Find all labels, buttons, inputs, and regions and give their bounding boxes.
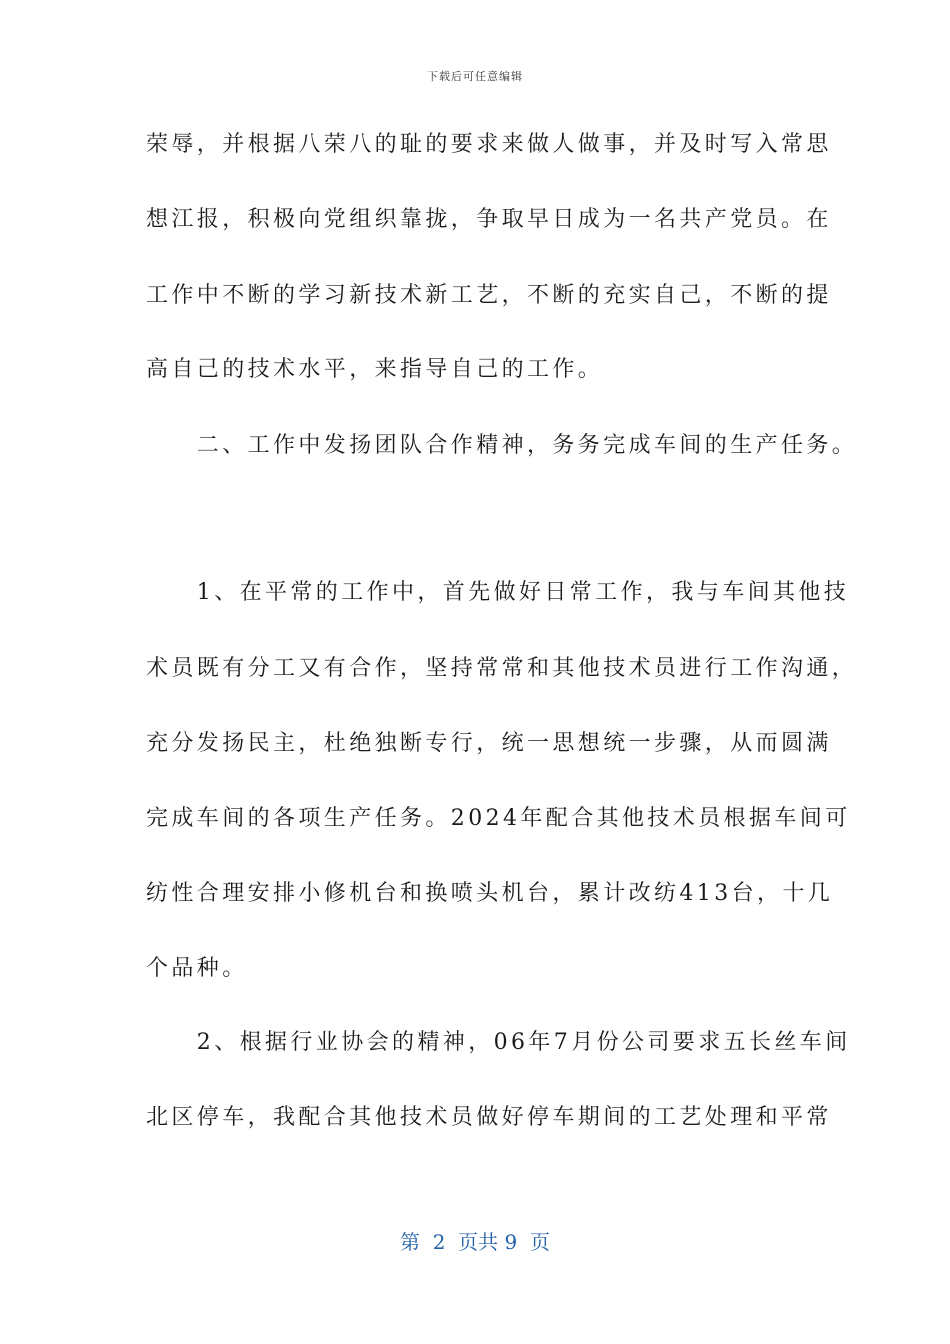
body-line: 纺性合理安排小修机台和换喷头机台，累计改纺413台，十几 [146,881,834,906]
body-line: 想江报，积极向党组织靠拢，争取早日成为一名共产党员。在 [146,207,832,232]
body-line: 2、根据行业协会的精神，06年7月份公司要求五长丝车间 [146,1030,851,1055]
body-line: 荣辱，并根据八荣八的耻的要求来做人做事，并及时写入常思 [146,132,832,157]
body-line: 北区停车，我配合其他技术员做好停车期间的工艺处理和平常 [146,1105,832,1130]
body-line: 完成车间的各项生产任务。2024年配合其他技术员根据车间可 [146,806,851,831]
body-line: 工作中不断的学习新技术新工艺，不断的充实自己，不断的提 [146,283,832,308]
section-heading: 二、工作中发扬团队合作精神，务务完成车间的生产任务。 [146,433,858,458]
body-line: 个品种。 [146,956,248,981]
page-number: 第 2 页共 9 页 [400,1230,550,1254]
body-line: 术员既有分工又有合作，坚持常常和其他技术员进行工作沟通， [146,656,858,681]
body-line: 1、在平常的工作中，首先做好日常工作，我与车间其他技 [146,580,850,605]
body-line: 充分发扬民主，杜绝独断专行，统一思想统一步骤，从而圆满 [146,731,832,756]
body-line: 高自己的技术水平，来指导自己的工作。 [146,357,604,382]
header-note: 下载后可任意编辑 [427,70,523,83]
